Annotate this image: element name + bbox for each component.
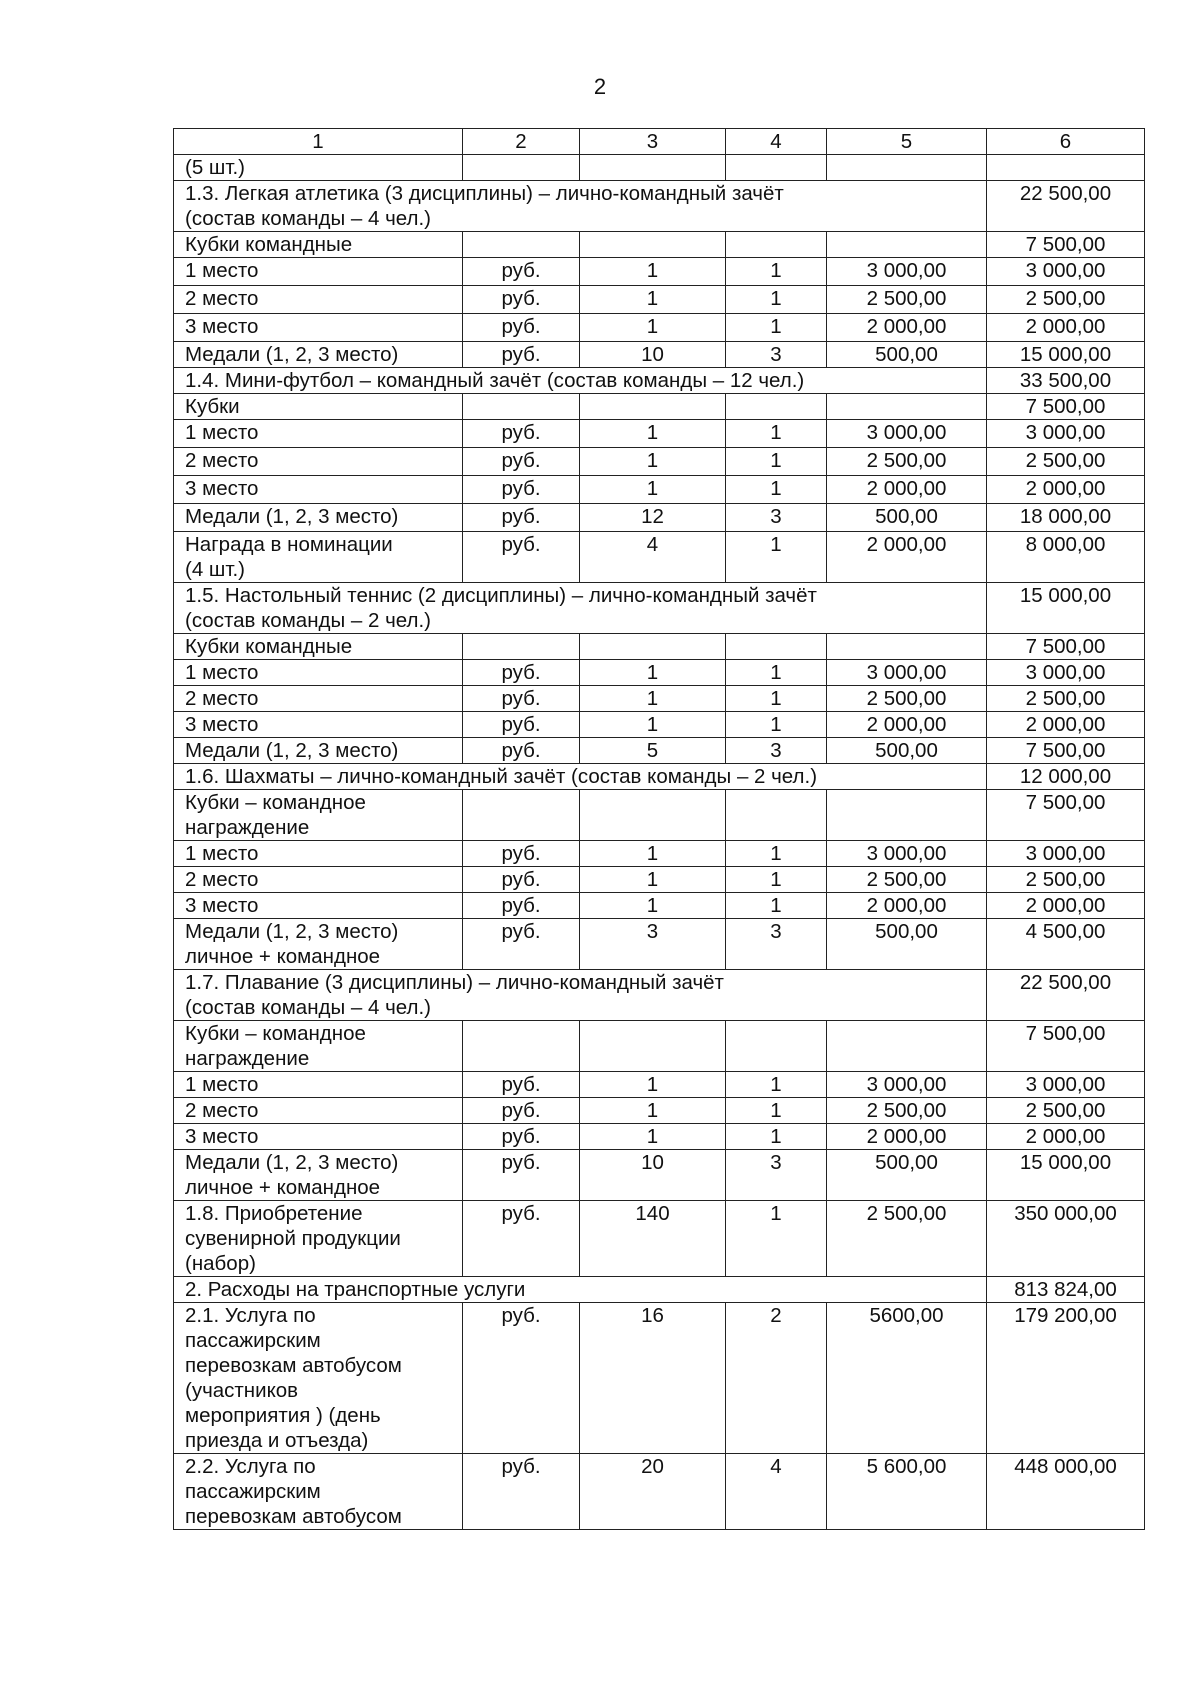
item-name-cell: 2 место [174, 686, 463, 712]
column-header: 2 [463, 129, 580, 155]
price-cell [827, 155, 987, 181]
quantity-cell: 3 [580, 919, 726, 970]
unit-cell: руб. [463, 1201, 580, 1277]
unit-cell: руб. [463, 1098, 580, 1124]
total-cell: 350 000,00 [987, 1201, 1145, 1277]
item-name-cell: 1 место [174, 258, 463, 286]
page-number: 2 [593, 74, 607, 99]
item-row [174, 1303, 1145, 1454]
item-row [174, 919, 1145, 970]
count-cell: 1 [726, 893, 827, 919]
quantity-cell: 5 [580, 738, 726, 764]
count-cell: 3 [726, 1150, 827, 1201]
item-name-cell: 2.2. Услуга по пассажирским перевозкам автобусом [174, 1454, 463, 1530]
count-cell: 3 [726, 919, 827, 970]
price-cell [827, 1021, 987, 1072]
quantity-cell [580, 232, 726, 258]
unit-cell: руб. [463, 504, 580, 532]
price-cell [827, 634, 987, 660]
quantity-cell: 1 [580, 420, 726, 448]
section-title-cell: 1.5. Настольный теннис (2 дисциплины) – лично-командный зачёт (состав команды – 2 чел.) [174, 583, 987, 634]
item-name-cell: Кубки командные [174, 232, 463, 258]
item-name-cell: 2 место [174, 1098, 463, 1124]
unit-cell: руб. [463, 286, 580, 314]
count-cell: 3 [726, 342, 827, 368]
item-name-cell: 2 место [174, 867, 463, 893]
item-name-cell: 3 место [174, 476, 463, 504]
unit-cell: руб. [463, 342, 580, 368]
unit-cell: руб. [463, 1072, 580, 1098]
count-cell: 1 [726, 532, 827, 583]
quantity-cell: 10 [580, 1150, 726, 1201]
item-name-cell: Кубки – командное награждение [174, 1021, 463, 1072]
item-name-cell: 1 место [174, 420, 463, 448]
total-cell: 2 500,00 [987, 1098, 1145, 1124]
item-name-cell: 3 место [174, 893, 463, 919]
item-name-cell: 2 место [174, 448, 463, 476]
item-row [174, 1150, 1145, 1201]
total-cell: 15 000,00 [987, 342, 1145, 368]
section-title-cell: 2. Расходы на транспортные услуги [174, 1277, 987, 1303]
count-cell [726, 232, 827, 258]
count-cell: 3 [726, 738, 827, 764]
count-cell: 4 [726, 1454, 827, 1530]
price-cell [827, 232, 987, 258]
section-row [174, 181, 1145, 232]
price-cell: 2 000,00 [827, 532, 987, 583]
section-row [174, 583, 1145, 634]
count-cell: 1 [726, 1201, 827, 1277]
section-title-cell: 1.3. Легкая атлетика (3 дисциплины) – лично-командный зачёт (состав команды – 4 чел.) [174, 181, 987, 232]
column-header: 6 [987, 129, 1145, 155]
budget-table [173, 128, 1145, 1530]
count-cell: 1 [726, 286, 827, 314]
price-cell: 500,00 [827, 919, 987, 970]
total-cell: 7 500,00 [987, 738, 1145, 764]
total-cell: 2 500,00 [987, 686, 1145, 712]
item-row [174, 420, 1145, 448]
item-row [174, 232, 1145, 258]
item-row [174, 1201, 1145, 1277]
item-row [174, 1124, 1145, 1150]
total-cell [987, 155, 1145, 181]
quantity-cell: 1 [580, 448, 726, 476]
total-cell: 2 500,00 [987, 867, 1145, 893]
item-row [174, 893, 1145, 919]
price-cell [827, 394, 987, 420]
item-row [174, 841, 1145, 867]
unit-cell: руб. [463, 448, 580, 476]
section-title-cell: 1.4. Мини-футбол – командный зачёт (состав команды – 12 чел.) [174, 368, 987, 394]
price-cell: 500,00 [827, 738, 987, 764]
item-name-cell: Кубки [174, 394, 463, 420]
total-cell: 2 000,00 [987, 314, 1145, 342]
unit-cell: руб. [463, 1454, 580, 1530]
item-row [174, 634, 1145, 660]
item-name-cell: Медали (1, 2, 3 место) личное + командное [174, 1150, 463, 1201]
unit-cell: руб. [463, 1303, 580, 1454]
price-cell: 500,00 [827, 504, 987, 532]
quantity-cell: 140 [580, 1201, 726, 1277]
item-row [174, 686, 1145, 712]
total-cell: 7 500,00 [987, 232, 1145, 258]
item-name-cell: 2.1. Услуга по пассажирским перевозкам автобусом (участников мероприятия ) (день приезда и отъезда) [174, 1303, 463, 1454]
item-row [174, 790, 1145, 841]
unit-cell: руб. [463, 919, 580, 970]
quantity-cell: 12 [580, 504, 726, 532]
price-cell: 3 000,00 [827, 258, 987, 286]
quantity-cell [580, 394, 726, 420]
quantity-cell [580, 155, 726, 181]
unit-cell: руб. [463, 1124, 580, 1150]
total-cell: 7 500,00 [987, 634, 1145, 660]
count-cell [726, 155, 827, 181]
unit-cell: руб. [463, 738, 580, 764]
total-cell: 813 824,00 [987, 1277, 1145, 1303]
column-header: 1 [174, 129, 463, 155]
section-row [174, 1277, 1145, 1303]
unit-cell [463, 394, 580, 420]
quantity-cell: 10 [580, 342, 726, 368]
unit-cell: руб. [463, 476, 580, 504]
unit-cell: руб. [463, 1150, 580, 1201]
total-cell: 2 500,00 [987, 286, 1145, 314]
item-name-cell: 2 место [174, 286, 463, 314]
count-cell [726, 1021, 827, 1072]
price-cell: 500,00 [827, 1150, 987, 1201]
item-name-cell: 1 место [174, 841, 463, 867]
unit-cell: руб. [463, 841, 580, 867]
total-cell: 3 000,00 [987, 258, 1145, 286]
table-body [174, 129, 1145, 1530]
total-cell: 3 000,00 [987, 841, 1145, 867]
price-cell: 2 500,00 [827, 286, 987, 314]
item-name-cell: 1 место [174, 1072, 463, 1098]
quantity-cell: 1 [580, 476, 726, 504]
item-name-cell: Кубки командные [174, 634, 463, 660]
item-row [174, 1098, 1145, 1124]
item-name-cell: Медали (1, 2, 3 место) [174, 504, 463, 532]
item-row [174, 1021, 1145, 1072]
column-header: 3 [580, 129, 726, 155]
item-row [174, 1072, 1145, 1098]
quantity-cell: 1 [580, 1072, 726, 1098]
item-row [174, 258, 1145, 286]
count-cell [726, 394, 827, 420]
quantity-cell: 1 [580, 258, 726, 286]
count-cell: 2 [726, 1303, 827, 1454]
total-cell: 2 000,00 [987, 1124, 1145, 1150]
unit-cell: руб. [463, 867, 580, 893]
price-cell: 3 000,00 [827, 660, 987, 686]
item-row [174, 532, 1145, 583]
quantity-cell: 20 [580, 1454, 726, 1530]
total-cell: 3 000,00 [987, 1072, 1145, 1098]
item-row [174, 660, 1145, 686]
price-cell: 3 000,00 [827, 1072, 987, 1098]
item-row [174, 712, 1145, 738]
count-cell: 1 [726, 314, 827, 342]
total-cell: 2 000,00 [987, 712, 1145, 738]
total-cell: 7 500,00 [987, 790, 1145, 841]
quantity-cell [580, 634, 726, 660]
item-row [174, 1454, 1145, 1530]
item-row [174, 286, 1145, 314]
quantity-cell: 1 [580, 660, 726, 686]
price-cell: 5600,00 [827, 1303, 987, 1454]
quantity-cell: 16 [580, 1303, 726, 1454]
quantity-cell: 1 [580, 686, 726, 712]
count-cell [726, 634, 827, 660]
total-cell: 18 000,00 [987, 504, 1145, 532]
quantity-cell: 1 [580, 286, 726, 314]
total-cell: 22 500,00 [987, 181, 1145, 232]
unit-cell: руб. [463, 660, 580, 686]
total-cell: 4 500,00 [987, 919, 1145, 970]
total-cell: 179 200,00 [987, 1303, 1145, 1454]
section-row [174, 970, 1145, 1021]
total-cell: 2 500,00 [987, 448, 1145, 476]
item-name-cell: 3 место [174, 314, 463, 342]
item-name-cell: (5 шт.) [174, 155, 463, 181]
count-cell: 1 [726, 686, 827, 712]
count-cell: 1 [726, 1124, 827, 1150]
total-cell: 3 000,00 [987, 660, 1145, 686]
price-cell: 2 500,00 [827, 867, 987, 893]
total-cell: 8 000,00 [987, 532, 1145, 583]
item-name-cell: Медали (1, 2, 3 место) личное + командное [174, 919, 463, 970]
item-name-cell: 1.8. Приобретение сувенирной продукции (набор) [174, 1201, 463, 1277]
count-cell: 1 [726, 1098, 827, 1124]
quantity-cell: 1 [580, 867, 726, 893]
quantity-cell [580, 790, 726, 841]
price-cell: 2 500,00 [827, 686, 987, 712]
item-row [174, 342, 1145, 368]
unit-cell [463, 790, 580, 841]
price-cell: 2 000,00 [827, 893, 987, 919]
section-row [174, 368, 1145, 394]
price-cell: 500,00 [827, 342, 987, 368]
total-cell: 22 500,00 [987, 970, 1145, 1021]
quantity-cell [580, 1021, 726, 1072]
item-name-cell: Медали (1, 2, 3 место) [174, 342, 463, 368]
item-row [174, 504, 1145, 532]
item-row [174, 394, 1145, 420]
count-cell: 1 [726, 476, 827, 504]
unit-cell [463, 155, 580, 181]
count-cell [726, 790, 827, 841]
price-cell: 5 600,00 [827, 1454, 987, 1530]
total-cell: 15 000,00 [987, 583, 1145, 634]
item-name-cell: 3 место [174, 1124, 463, 1150]
price-cell: 2 000,00 [827, 314, 987, 342]
column-header-row [174, 129, 1145, 155]
price-cell [827, 790, 987, 841]
unit-cell: руб. [463, 686, 580, 712]
count-cell: 1 [726, 448, 827, 476]
item-row [174, 738, 1145, 764]
section-title-cell: 1.7. Плавание (3 дисциплины) – лично-командный зачёт (состав команды – 4 чел.) [174, 970, 987, 1021]
item-row [174, 448, 1145, 476]
section-title-cell: 1.6. Шахматы – лично-командный зачёт (состав команды – 2 чел.) [174, 764, 987, 790]
item-name-cell: Медали (1, 2, 3 место) [174, 738, 463, 764]
unit-cell: руб. [463, 420, 580, 448]
item-name-cell: 1 место [174, 660, 463, 686]
count-cell: 1 [726, 420, 827, 448]
item-name-cell: Награда в номинации (4 шт.) [174, 532, 463, 583]
count-cell: 3 [726, 504, 827, 532]
quantity-cell: 1 [580, 712, 726, 738]
total-cell: 12 000,00 [987, 764, 1145, 790]
total-cell: 7 500,00 [987, 394, 1145, 420]
column-header: 4 [726, 129, 827, 155]
quantity-cell: 1 [580, 1124, 726, 1150]
count-cell: 1 [726, 867, 827, 893]
quantity-cell: 1 [580, 314, 726, 342]
price-cell: 2 500,00 [827, 448, 987, 476]
total-cell: 2 000,00 [987, 893, 1145, 919]
count-cell: 1 [726, 1072, 827, 1098]
unit-cell: руб. [463, 314, 580, 342]
item-row [174, 867, 1145, 893]
price-cell: 2 500,00 [827, 1098, 987, 1124]
total-cell: 448 000,00 [987, 1454, 1145, 1530]
total-cell: 33 500,00 [987, 368, 1145, 394]
quantity-cell: 1 [580, 1098, 726, 1124]
count-cell: 1 [726, 841, 827, 867]
count-cell: 1 [726, 712, 827, 738]
quantity-cell: 4 [580, 532, 726, 583]
total-cell: 7 500,00 [987, 1021, 1145, 1072]
total-cell: 2 000,00 [987, 476, 1145, 504]
unit-cell: руб. [463, 893, 580, 919]
price-cell: 3 000,00 [827, 420, 987, 448]
section-row [174, 764, 1145, 790]
unit-cell: руб. [463, 712, 580, 738]
unit-cell: руб. [463, 532, 580, 583]
item-row [174, 314, 1145, 342]
price-cell: 3 000,00 [827, 841, 987, 867]
item-name-cell: 3 место [174, 712, 463, 738]
total-cell: 15 000,00 [987, 1150, 1145, 1201]
price-cell: 2 500,00 [827, 1201, 987, 1277]
price-cell: 2 000,00 [827, 712, 987, 738]
item-row [174, 476, 1145, 504]
count-cell: 1 [726, 258, 827, 286]
item-row [174, 155, 1145, 181]
quantity-cell: 1 [580, 893, 726, 919]
unit-cell [463, 232, 580, 258]
price-cell: 2 000,00 [827, 476, 987, 504]
count-cell: 1 [726, 660, 827, 686]
unit-cell [463, 634, 580, 660]
item-name-cell: Кубки – командное награждение [174, 790, 463, 841]
price-cell: 2 000,00 [827, 1124, 987, 1150]
unit-cell: руб. [463, 258, 580, 286]
unit-cell [463, 1021, 580, 1072]
quantity-cell: 1 [580, 841, 726, 867]
total-cell: 3 000,00 [987, 420, 1145, 448]
column-header: 5 [827, 129, 987, 155]
